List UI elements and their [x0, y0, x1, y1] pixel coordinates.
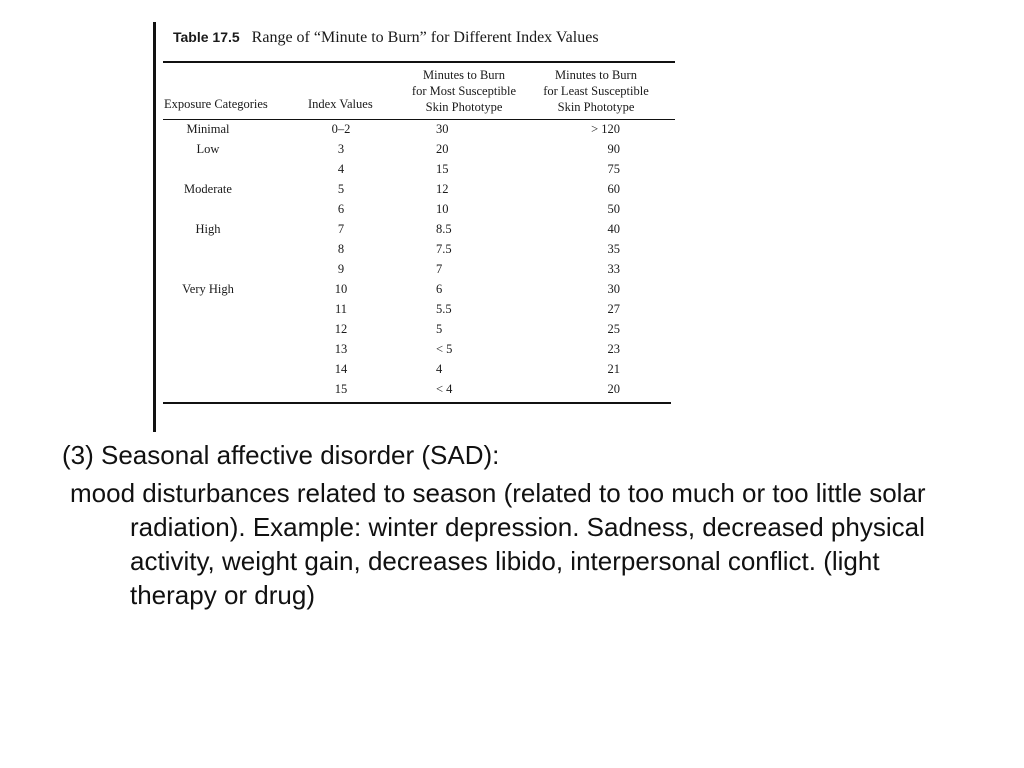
table-row [150, 322, 680, 342]
cell-most: 12 [436, 182, 449, 196]
table-row [150, 242, 680, 262]
cell-index: 9 [337, 262, 345, 276]
table-number: Table 17.5 [173, 29, 240, 45]
cell-category: Very High [182, 282, 234, 296]
header-least-line: for Least Susceptible [543, 84, 649, 98]
table-row [150, 262, 680, 282]
table-row [150, 222, 680, 242]
header-least-susceptible [532, 67, 660, 115]
sad-description: mood disturbances related to season (related to too much or too little solar radiation). Example: winter depression. Sadness, decreased physical activity, weight gain, decreases libido, interpersonal conflict. (light therapy or drug) [70, 478, 926, 610]
cell-most: < 4 [436, 382, 453, 396]
cell-index: 14 [334, 362, 348, 376]
table-row [150, 282, 680, 302]
cell-least: 20 [607, 382, 620, 396]
cell-category: High [195, 222, 221, 236]
cell-most: 7 [436, 262, 443, 276]
table-row [150, 202, 680, 222]
table-row [150, 342, 680, 362]
cell-index: 5 [337, 182, 345, 196]
table-row [150, 122, 680, 142]
cell-least: 35 [607, 242, 620, 256]
cell-most: 6 [436, 282, 443, 296]
cell-index: 0–2 [331, 122, 351, 136]
table-body [150, 122, 680, 402]
table-row [150, 142, 680, 162]
cell-most: 7.5 [436, 242, 452, 256]
cell-index: 7 [337, 222, 345, 236]
cell-most: 8.5 [436, 222, 452, 236]
table-top-rule [163, 61, 675, 63]
table-header-rule [163, 119, 675, 120]
table-title [173, 29, 599, 47]
cell-least: 60 [607, 182, 620, 196]
cell-index: 15 [334, 382, 348, 396]
scanned-table-image [150, 22, 680, 434]
table-row [150, 182, 680, 202]
header-most-susceptible [402, 67, 526, 115]
cell-index: 8 [337, 242, 345, 256]
header-most-line: Minutes to Burn [423, 68, 505, 82]
cell-most: 15 [436, 162, 449, 176]
header-least-line: Skin Phototype [557, 100, 635, 114]
cell-index: 3 [337, 142, 345, 156]
cell-most: 30 [436, 122, 449, 136]
cell-index: 12 [334, 322, 348, 336]
cell-most: 20 [436, 142, 449, 156]
cell-most: 10 [436, 202, 449, 216]
cell-least: 23 [607, 342, 620, 356]
cell-least: 75 [607, 162, 620, 176]
cell-index: 13 [334, 342, 348, 356]
cell-least: 90 [607, 142, 620, 156]
cell-least: 50 [607, 202, 620, 216]
table-row [150, 162, 680, 182]
table-row [150, 362, 680, 382]
cell-least: 21 [607, 362, 620, 376]
cell-most: 5.5 [436, 302, 452, 316]
cell-least: 30 [607, 282, 620, 296]
cell-index: 11 [334, 302, 348, 316]
cell-most: 4 [436, 362, 443, 376]
cell-category: Moderate [184, 182, 232, 196]
cell-least: 33 [607, 262, 620, 276]
table-bottom-rule [163, 402, 671, 404]
table-row [150, 382, 680, 402]
slide-text [62, 438, 962, 612]
header-least-line: Minutes to Burn [555, 68, 637, 82]
header-exposure-categories: Exposure Categories [164, 97, 268, 111]
cell-category: Minimal [186, 122, 230, 136]
cell-least: 25 [607, 322, 620, 336]
cell-index: 10 [334, 282, 348, 296]
sad-heading: (3) Seasonal affective disorder (SAD): [62, 440, 500, 470]
cell-category: Low [196, 142, 220, 156]
cell-index: 4 [337, 162, 345, 176]
cell-most: 5 [436, 322, 443, 336]
cell-least: 27 [607, 302, 620, 316]
header-most-line: for Most Susceptible [411, 84, 517, 98]
table-caption: Range of “Minute to Burn” for Different Index Values [251, 29, 599, 46]
cell-least: > 120 [591, 122, 620, 136]
table-row [150, 302, 680, 322]
cell-index: 6 [337, 202, 345, 216]
cell-least: 40 [607, 222, 620, 236]
header-index-values: Index Values [308, 97, 373, 111]
cell-most: < 5 [436, 342, 453, 356]
header-most-line: Skin Phototype [425, 100, 503, 114]
